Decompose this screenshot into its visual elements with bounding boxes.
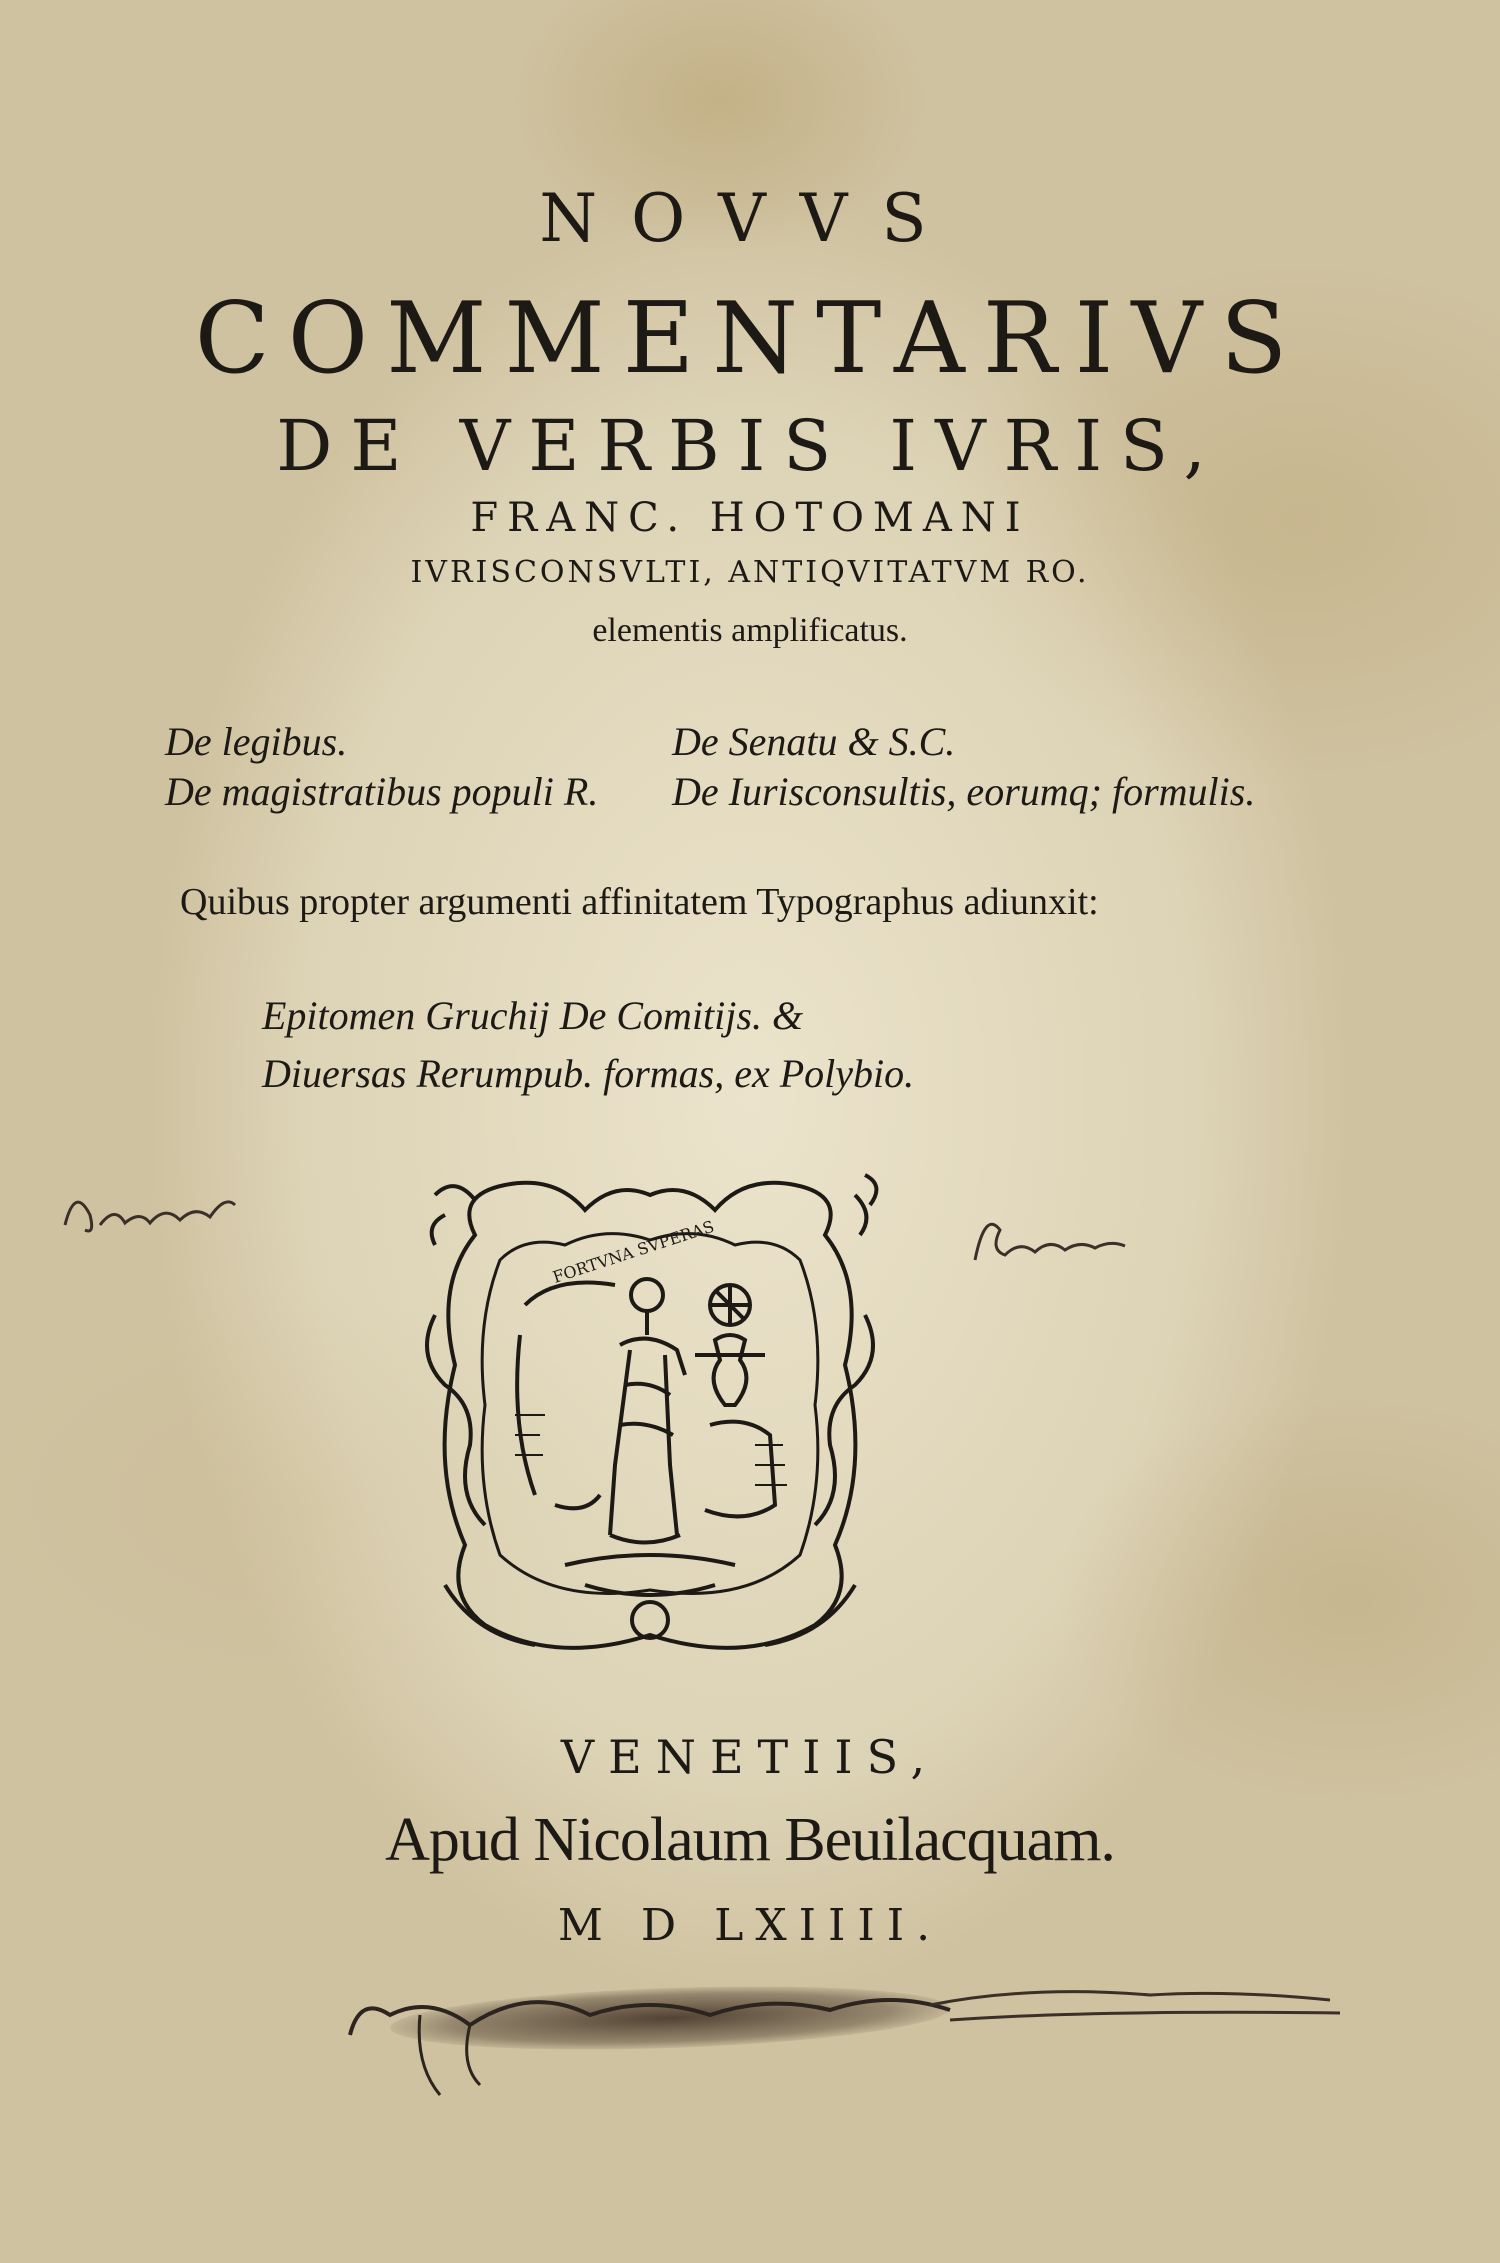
printers-device-woodcut: [415, 1165, 885, 1670]
marginal-handwriting-left: [55, 1175, 245, 1255]
author-title: IVRISCONSVLTI, ANTIQVITATVM RO.: [410, 555, 1090, 590]
device-motto: FORTVNA SVPERAS: [550, 1216, 717, 1287]
title-line-3: DE VERBIS IVRIS,: [276, 405, 1224, 487]
addition-item-epitomen: Epitomen Gruchij De Comitijs. &: [262, 993, 804, 1038]
subtitle: elementis amplificatus.: [592, 612, 908, 649]
marginal-handwriting-right: [960, 1200, 1140, 1280]
contents-item-senatu: De Senatu & S.C.: [672, 719, 956, 764]
title-line-2: COMMENTARIVS: [194, 282, 1306, 396]
contents-item-legibus: De legibus.: [165, 719, 348, 764]
ownership-inscription-strikeout: [330, 1955, 1450, 2105]
addition-item-formas: Diuersas Rerumpub. formas, ex Polybio.: [262, 1051, 915, 1096]
imprint-printer: Apud Nicolaum Beuilacquam.: [385, 1806, 1115, 1874]
contents-item-iurisconsultis: De Iurisconsultis, eorumq; formulis.: [672, 769, 1256, 814]
title-line-1: NOVVS: [539, 180, 961, 257]
author-name: FRANC. HOTOMANI: [470, 495, 1030, 541]
imprint-year: M D LXIIII.: [557, 1900, 943, 1951]
imprint-city: VENETIIS,: [560, 1730, 940, 1784]
contents-item-magistratibus: De magistratibus populi R.: [165, 769, 599, 814]
addition-intro: Quibus propter argumenti affinitatem Typographus adiunxit:: [180, 881, 1099, 923]
